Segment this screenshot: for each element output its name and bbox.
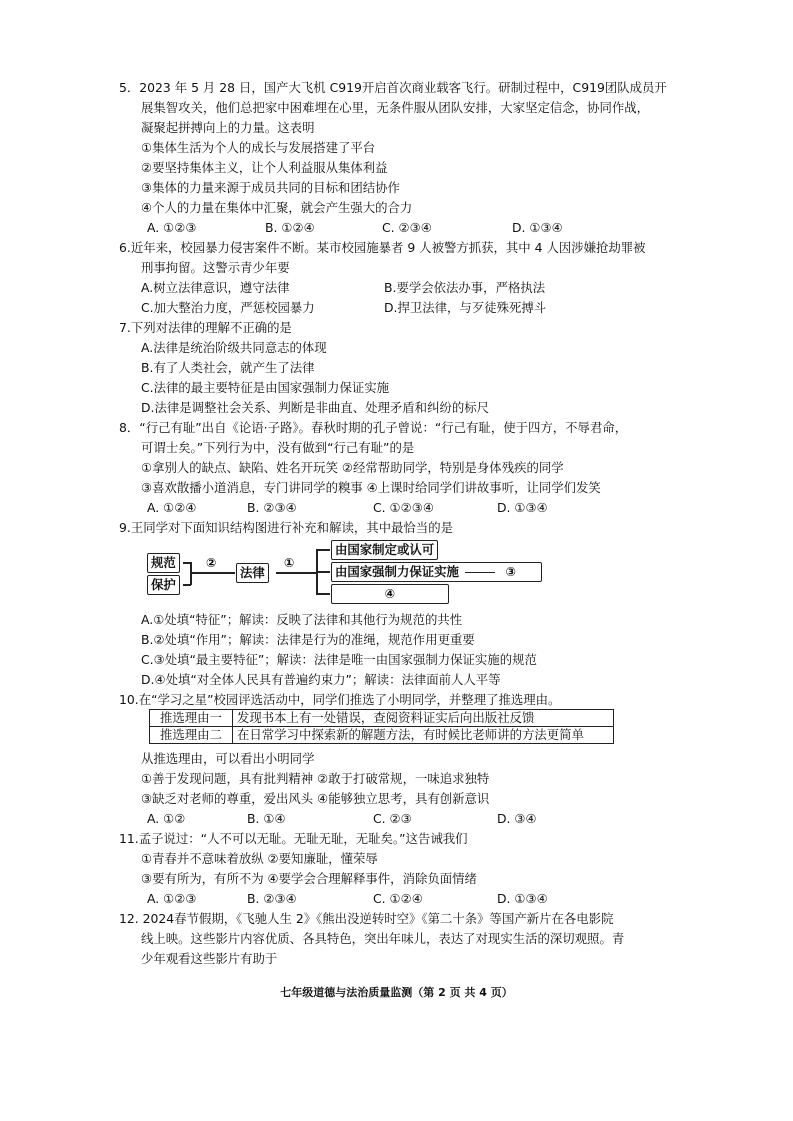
diagram-brace-bottom: [316, 593, 330, 595]
q10-option-c: C. ②③: [373, 811, 412, 826]
diagram-line-2: [191, 572, 235, 574]
q11-option-a: A. ①②③: [147, 891, 197, 906]
diagram-brace-top: [316, 549, 330, 551]
q9-stem: 9.王同学对下面知识结构图进行补充和解读，其中最恰当的是: [119, 520, 453, 535]
page-footer: 七年级道德与法治质量监测（第 2 页 共 4 页）: [280, 986, 513, 999]
q11-statements-1-2: ①青春并不意味着放纵 ②要知廉耻，懂荣辱: [141, 851, 378, 866]
diagram-box-4: ④: [331, 584, 449, 604]
q10-option-d: D. ③④: [497, 811, 537, 826]
diagram-label-1: ①: [284, 555, 295, 570]
table-row: [150, 727, 614, 744]
q8-line1: 8．“行己有耻”出自《论语·子路》。春秋时期的孔子曾说：“行己有耻，使于四方，不辱君命，: [119, 420, 628, 435]
q5-line2: 展集智攻关，他们总把家中困难埋在心里，无条件服从团队安排，大家坚定信念，协同作战，: [141, 100, 650, 115]
q10-option-b: B. ①④: [247, 811, 286, 826]
diagram-box-baohu: 保护: [147, 575, 180, 595]
diagram-box-falv: 法律: [236, 563, 269, 583]
q8-statements-1-2: ①拿别人的缺点、缺陷、姓名开玩笑 ②经常帮助同学，特别是身体残疾的同学: [141, 460, 564, 475]
q11-statements-3-4: ③要有所为，有所不为 ④要学会合理解释事件，消除负面情绪: [141, 871, 477, 886]
q5-option-c: C. ②③④: [382, 220, 432, 235]
q5-statement-3: ③集体的力量来源于成员共同的目标和团结协作: [141, 180, 400, 195]
q5-statement-2: ②要坚持集体主义，让个人利益服从集体利益: [141, 160, 388, 175]
q7-option-c: C.法律的最主要特征是由国家强制力保证实施: [141, 380, 390, 395]
q8-line2: 可谓士矣。”下列行为中，没有做到“行己有耻”的是: [141, 440, 415, 455]
q10-stem: 10.在“学习之星”校园评选活动中，同学们推选了小明同学，并整理了推选理由。: [119, 692, 561, 707]
diagram-box-guifan: 规范: [147, 553, 180, 573]
q6-option-a: A.树立法律意识，遵守法律: [141, 280, 290, 295]
q5-option-d: D. ①③④: [512, 220, 563, 235]
q9-option-b: B.②处填“作用”；解读：法律是行为的准绳，规范作用更重要: [141, 632, 475, 647]
q7-option-b: B.有了人类社会，就产生了法律: [141, 360, 315, 375]
table-row: [150, 710, 614, 727]
q8-option-d: D. ①③④: [497, 500, 548, 515]
q5-option-b: B. ①②④: [265, 220, 315, 235]
q5-line1: 5．2023 年 5 月 28 日，国产大飞机 C919开启首次商业载客飞行。研制过程中，C919团队成员开: [119, 80, 667, 95]
q7-option-d: D.法律是调整社会关系、判断是非曲直、处理矛盾和纠纷的标尺: [141, 400, 490, 415]
q11-option-b: B. ②③④: [247, 891, 297, 906]
q10-option-a: A. ①②: [147, 811, 186, 826]
q5-option-a: A. ①②③: [147, 220, 197, 235]
reason-text: 在日常学习中探索新的解题方法，有时候比老师讲的方法更简单: [233, 727, 614, 744]
q11-option-d: D. ①③④: [497, 891, 548, 906]
q10-line2: 从推选理由，可以看出小明同学: [141, 751, 315, 766]
q7-stem: 7.下列对法律的理解不正确的是: [119, 320, 292, 335]
diagram-bracket-vertical: [190, 562, 192, 585]
q10-statements-1-2: ①善于发现问题，具有批判精神 ②敢于打破常规，一味追求独特: [141, 771, 490, 786]
q7-option-a: A.法律是统治阶级共同意志的体现: [141, 340, 327, 355]
q8-option-a: A. ①②④: [147, 500, 197, 515]
q5-statement-4: ④个人的力量在集体中汇聚，就会产生强大的合力: [141, 200, 413, 215]
q5-line3: 凝聚起拼搏向上的力量。这表明: [141, 120, 315, 135]
q12-line1: 12. 2024春节假期，《飞驰人生 2》《熊出没逆转时空》《第二十条》等国产新片在各电影院: [119, 911, 614, 926]
q6-option-d: D.捍卫法律，与歹徒殊死搏斗: [384, 300, 547, 315]
q8-option-b: B. ②③④: [247, 500, 297, 515]
diagram-mid-connector: [465, 572, 495, 574]
q6-option-b: B.要学会依法办事，严格执法: [384, 280, 546, 295]
q12-line3: 少年观看这些影片有助于: [141, 951, 278, 966]
q9-option-a: A.①处填“特征”；解读：反映了法律和其他行为规范的共性: [141, 612, 463, 627]
q8-statements-3-4: ③喜欢散播小道消息，专门讲同学的糗事 ④上课时给同学们讲故事听，让同学们发笑: [141, 480, 601, 495]
q11-stem: 11.孟子说过：“人不可以无耻。无耻无耻，无耻矣。”这告诫我们: [119, 831, 468, 846]
diagram-label-2: ②: [206, 555, 217, 570]
diagram-line-1: [276, 572, 316, 574]
q8-option-c: C. ①②③④: [373, 500, 434, 515]
diagram-label-3: ③: [505, 564, 517, 579]
q9-option-c: C.③处填“最主要特征”；解读：法律是唯一由国家强制力保证实施的规范: [141, 652, 537, 667]
q11-option-c: C. ①②④: [373, 891, 423, 906]
diagram-box-mid: [331, 562, 542, 582]
q5-statement-1: ①集体生活为个人的成长与发展搭建了平台: [141, 140, 376, 155]
q12-line2: 线上映。这些影片内容优质、各具特色，突出年味儿，表达了对现实生活的深切观照。青: [141, 931, 625, 946]
diagram-box-top: 由国家制定或认可: [331, 540, 438, 560]
reason-text: 发现书本上有一处错误，查阅资料证实后向出版社反馈: [233, 710, 614, 727]
reason-label: 推选理由一: [150, 710, 233, 727]
diagram-brace-mid: [316, 571, 330, 573]
diagram-box-mid-text: 由国家强制力保证实施: [335, 564, 459, 579]
reason-label: 推选理由二: [150, 727, 233, 744]
q9-option-d: D.④处填“对全体人民具有普遍约束力”；解读：法律面前人人平等: [141, 672, 501, 687]
q6-line1: 6.近年来，校园暴力侵害案件不断。某市校园施暴者 9 人被警方抓获，其中 4 人因涉嫌抢劫罪被: [119, 240, 646, 255]
q6-line2: 刑事拘留。这警示青少年要: [141, 260, 290, 275]
reasons-table: [149, 709, 614, 744]
q10-statements-3-4: ③缺乏对老师的尊重，爱出风头 ④能够独立思考，具有创新意识: [141, 791, 490, 806]
q6-option-c: C.加大整治力度，严惩校园暴力: [141, 300, 315, 315]
